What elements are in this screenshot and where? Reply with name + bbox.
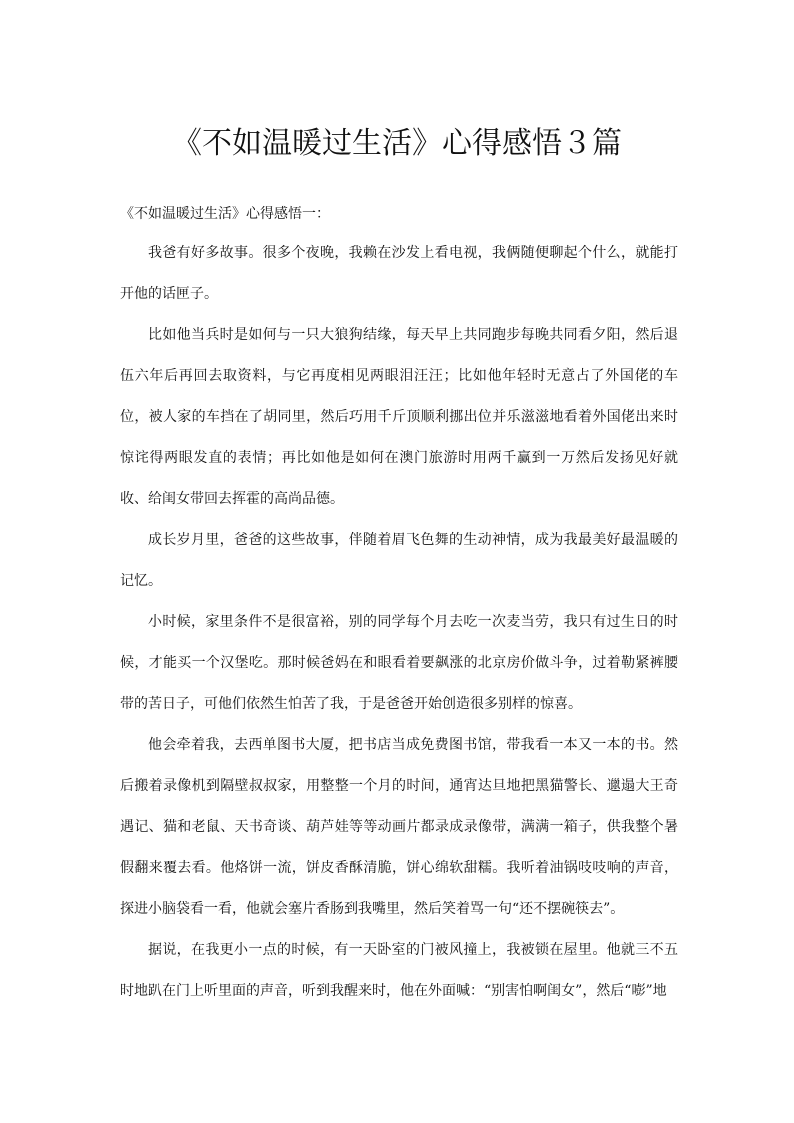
document-title: 《不如温暖过生活》心得感悟３篇 bbox=[172, 126, 622, 161]
section-heading: 《不如温暖过生活》心得感悟一： bbox=[120, 206, 330, 222]
paragraph: 据说，在我更小一点的时候，有一天卧室的门被风撞上，我被锁在屋里。他就三不五时地趴在门上听里面的声音，听到我醒来时，他在外面喊：“别害怕啊闺女”，然后“嘭”地 bbox=[120, 942, 678, 999]
paragraph: 比如他当兵时是如何与一只大狼狗结缘，每天早上共同跑步每晚共同看夕阳，然后退伍六年后再回去取资料，与它再度相见两眼泪汪汪；比如他年轻时无意占了外国佬的车位，被人家的车挡在了胡同里，然后巧用千斤顶顺利挪出位并乐滋滋地看着外国佬出来时惊诧得两眼发直的表情；再比如他是如何在澳门旅游时用两千赢到一万然后发扬见好就收、给闺女带回去挥霍的高尚品德。 bbox=[120, 327, 678, 507]
paragraph: 小时候，家里条件不是很富裕，别的同学每个月去吃一次麦当劳，我只有过生日的时候，才能买一个汉堡吃。那时候爸妈在和眼看着要飙涨的北京房价做斗争，过着勒紧裤腰带的苦日子，可他们依然生怕苦了我，于是爸爸开始创造很多别样的惊喜。 bbox=[120, 614, 678, 712]
paragraph: 成长岁月里，爸爸的这些故事，伴随着眉飞色舞的生动神情，成为我最美好最温暖的记忆。 bbox=[120, 532, 678, 589]
paragraph: 他会牵着我，去西单图书大厦，把书店当成免费图书馆，带我看一本又一本的书。然后搬着录像机到隔壁叔叔家，用整整一个月的时间，通宵达旦地把黑猫警长、邋遢大王奇遇记、猫和老鼠、天书奇谈、葫芦娃等等动画片都录成录像带，满满一箱子，供我整个暑假翻来覆去看。他烙饼一流，饼皮香酥清脆，饼心绵软甜糯。我听着油锅吱吱响的声音，探进小脑袋看一看，他就会塞片香肠到我嘴里，然后笑着骂一句“还不摆碗筷去”。 bbox=[120, 737, 678, 917]
document-body bbox=[120, 233, 678, 1012]
paragraph: 我爸有好多故事。很多个夜晚，我赖在沙发上看电视，我俩随便聊起个什么，就能打开他的话匣子。 bbox=[120, 245, 678, 302]
